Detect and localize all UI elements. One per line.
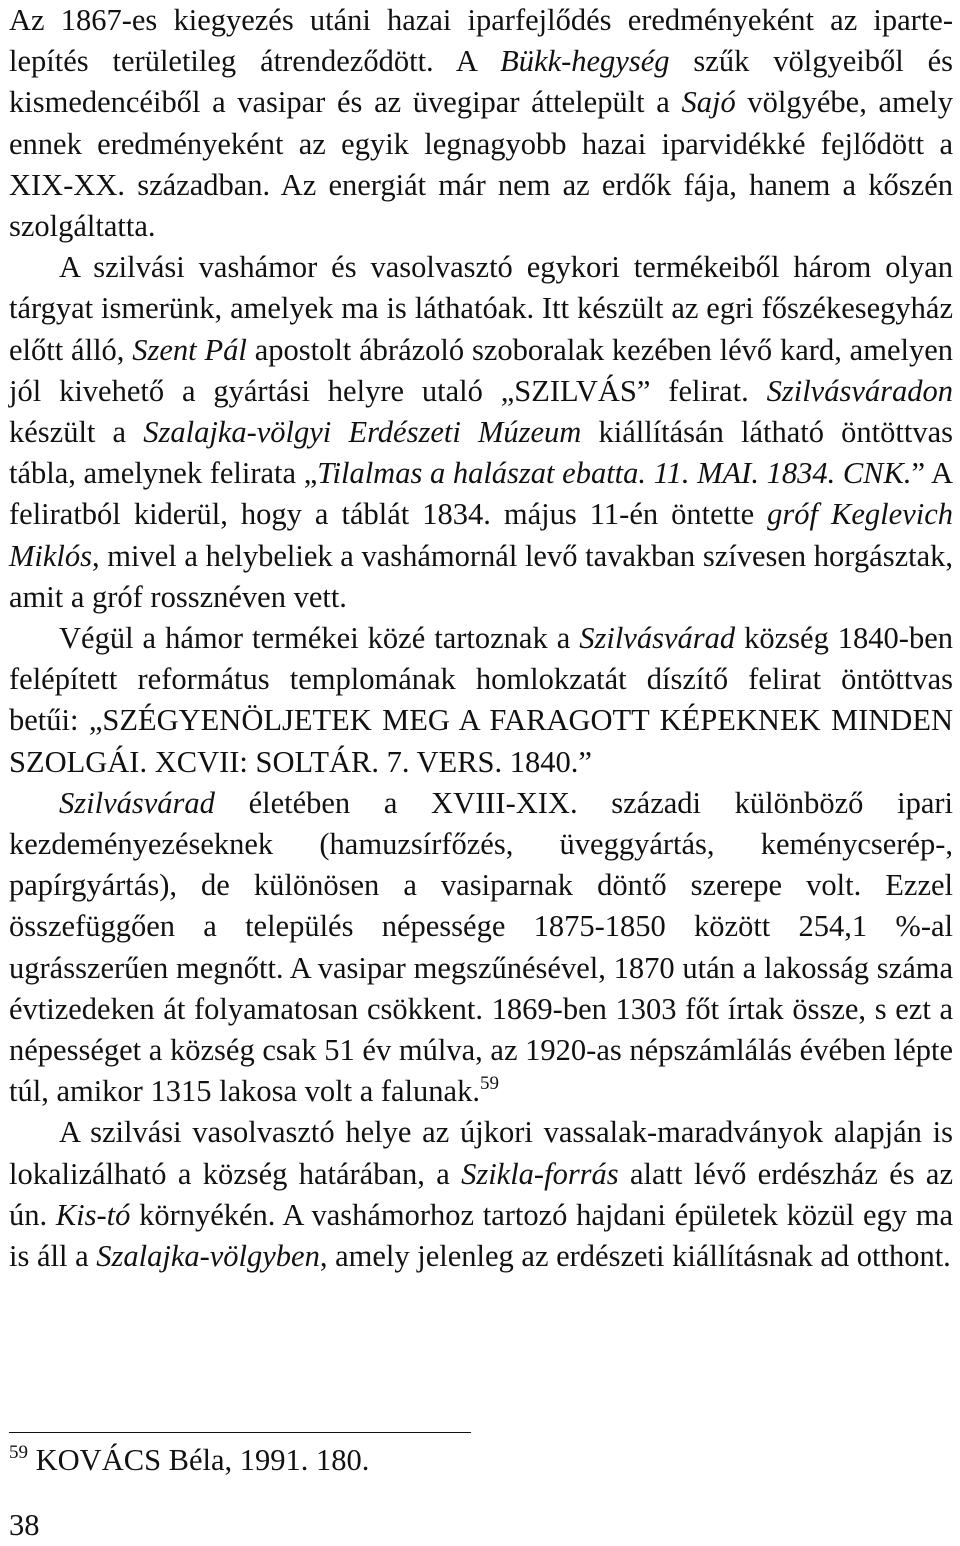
paragraph-2 <box>9 247 953 618</box>
text-run: A szilvási vashámor és vasolvasztó egykori termékeiből három olyan tárgyat ismerünk, amelyek ma is láthatóak. Itt készült az egri főszékesegyház előtt álló, <box>9 250 953 367</box>
italic-text: Szilvásvárad <box>59 785 215 820</box>
italic-text: gróf Keglevich Miklós <box>9 497 953 573</box>
italic-text: Szent Pál <box>132 332 247 367</box>
text-run: Végül a hámor termékei közé tartoznak a <box>59 621 580 656</box>
text-run: kiállításán látható öntöttvas tábla, amelynek felirata „ <box>9 415 953 491</box>
text-run: ” A feliratból kiderül, hogy a táblát 1834. május 11-én öntette <box>9 456 953 532</box>
italic-text: Sajó <box>681 85 736 120</box>
paragraph-4 <box>9 783 953 1113</box>
text-run: völgyébe, amely ennek eredményeként az egyik legnagyobb hazai iparvidékké fejlődött a XIX-XX. században. Az energiát már nem az erdők fája, hanem a kőszén szolgáltatta. <box>9 85 953 244</box>
italic-text: Szalajka-völgyi Erdészeti Múzeum <box>143 415 582 450</box>
paragraph-5 <box>9 1112 953 1277</box>
paragraph-3 <box>9 618 953 783</box>
text-run: község 1840-ben felépített református templomának homlokzatát díszítő felirat öntöttvas betűi: „SZÉGYENÖLJETEK MEG A FARAGOTT KÉPEKNEK MINDEN SZOLGÁI. XCVII: SOLTÁR. 7. VERS. 1840.” <box>9 621 954 779</box>
text-run: alatt lévő erdészház és az ún. <box>9 1156 953 1232</box>
italic-text: Kis-tó <box>55 1197 131 1232</box>
text-run: környékén. A vashámorhoz tartozó hajdani épületek közül egy ma is áll a <box>9 1197 954 1274</box>
text-run: , amely jelenleg az erdészeti kiállításnak ad otthont. <box>319 1239 951 1274</box>
italic-text: Szilvásvárad <box>579 621 736 656</box>
footnote-reference: 59 <box>479 1073 499 1095</box>
italic-text: Bükk-hegység <box>500 44 670 79</box>
text-run: , mivel a helybeliek a vashámornál levő tavakban szívesen horgásztak, amit a gróf rossznéven vett. <box>9 538 953 614</box>
italic-text: Szilvásváradon <box>766 373 953 408</box>
text-run: szűk völgyeiből és kismedencéiből a vasipar és az üvegipar áttelepült a <box>9 44 953 120</box>
text-run: A szilvási vasolvasztó helye az újkori vassalak-maradványok alapján is lokalizálható a község határában, a <box>9 1115 953 1191</box>
text-run: életében a XVIII-XIX. századi különböző ipari kezdeményezéseknek (hamuzsírfőzés, üveggyártás, keménycserép-, papírgyártás), de különösen a vasiparnak döntő szerepe volt. Ezzel összefüggően a település népessége 1875-1850 között 254,1 %-al ugrásszerűen megnőtt. A vasipar megszűnésével, 1870 után a lakosság száma évtizedeken át folyamatosan csökkent. 1869-ben 1303 főt írtak össze, s ezt a népességet a község csak 51 év múlva, az 1920-as népszámlálás évében lépte túl, amikor 1315 lakosa volt a falunak. <box>9 785 953 1109</box>
paragraph-1 <box>9 0 953 247</box>
page-number: 38 <box>9 1508 40 1542</box>
page-body <box>9 0 953 1277</box>
text-run: apostolt ábrázoló szoboralak kezében lévő kard, amelyen jól kivehető a gyártási helyre utaló „SZILVÁS” felirat. <box>9 332 953 408</box>
footnote-number: 59 <box>9 1442 28 1463</box>
footnote-text: KOVÁCS Béla, 1991. 180. <box>28 1443 370 1477</box>
footnote-separator <box>9 1432 471 1433</box>
italic-text: Tilalmas a halászat ebatta. 11. MAI. 1834. CNK. <box>317 456 912 491</box>
footnote <box>9 1440 369 1481</box>
text-run: Az 1867-es kiegyezés utáni hazai iparfejlődés eredményeként az ipartelepítés területileg átrendeződött. A <box>9 3 953 79</box>
italic-text: Szalajka-völgyben <box>96 1239 320 1274</box>
text-run: készült a <box>9 415 144 450</box>
italic-text: Szikla-forrás <box>461 1156 619 1191</box>
